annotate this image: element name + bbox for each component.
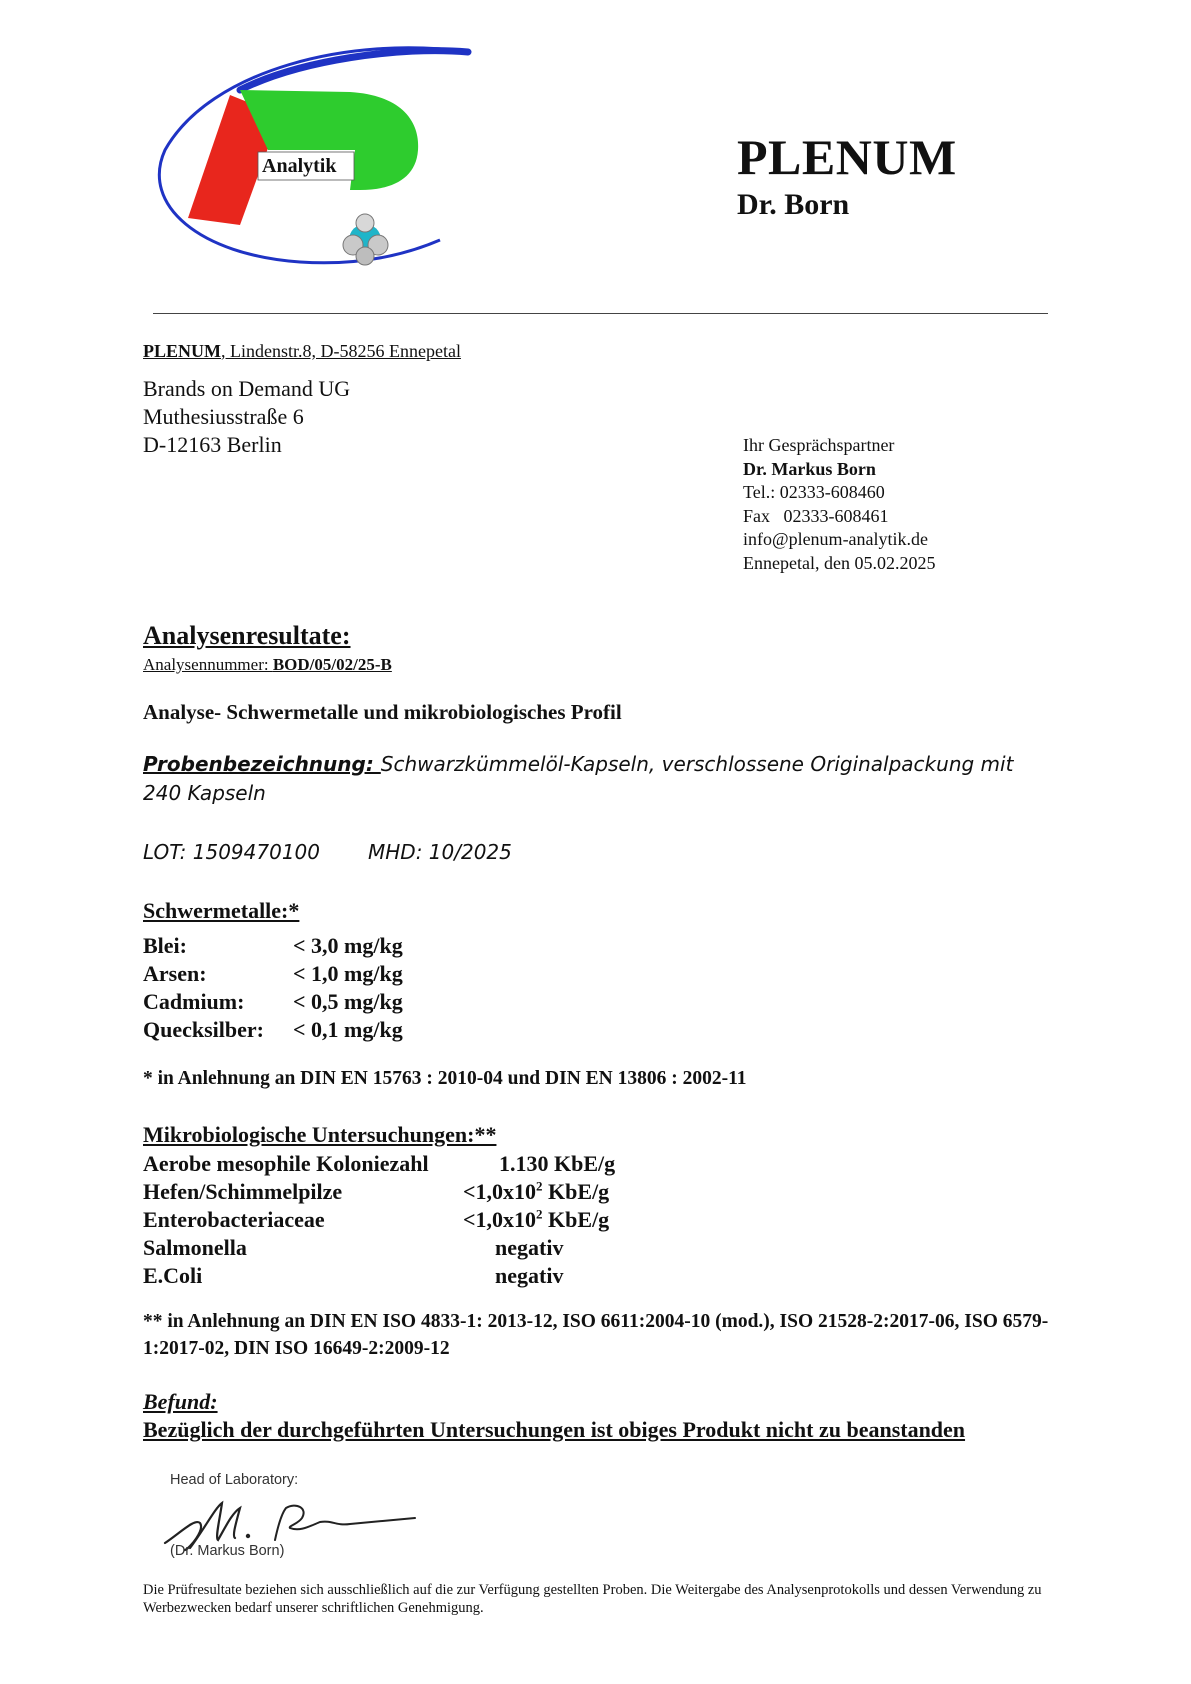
- metal-value: < 0,5 mg/kg: [293, 989, 403, 1014]
- plenum-logo: [150, 40, 480, 300]
- micro-heading: Mikrobiologische Untersuchungen:**: [143, 1122, 497, 1147]
- recipient-address: [143, 375, 350, 459]
- table-row: [143, 1206, 610, 1234]
- best-before: MHD: 10/2025: [368, 840, 512, 864]
- sample-description: [143, 750, 1053, 808]
- company-name: PLENUM: [737, 129, 957, 185]
- analysis-title: Analyse- Schwermetalle und mikrobiologisches Profil: [143, 700, 622, 724]
- lot-number: LOT: 1509470100: [143, 840, 320, 864]
- heavy-metals-note: * in Anlehnung an DIN EN 15763 : 2010-04 und DIN EN 13806 : 2002-11: [143, 1068, 747, 1089]
- micro-note: ** in Anlehnung an DIN EN ISO 4833-1: 2013-12, ISO 6611:2004-10 (mod.), ISO 21528-2:2017-06, ISO 6579-1:2017-02, DIN ISO 16649-2:2009-12: [143, 1311, 1049, 1359]
- metal-name: Cadmium:: [143, 989, 245, 1014]
- contact-name: Dr. Markus Born: [743, 458, 876, 479]
- recipient-line: D-12163 Berlin: [143, 432, 282, 457]
- table-row: [143, 988, 403, 1016]
- micro-name: Salmonella: [143, 1235, 247, 1260]
- metal-value: < 1,0 mg/kg: [293, 961, 403, 986]
- sample-label: Probenbezeichnung:: [143, 752, 381, 776]
- lot-line: [143, 840, 512, 864]
- logo-text: Analytik: [262, 155, 337, 177]
- befund-text: Bezüglich der durchgeführten Untersuchungen ist obiges Produkt nicht zu beanstanden: [143, 1417, 966, 1442]
- contact-block: [743, 434, 935, 575]
- metal-name: Quecksilber:: [143, 1017, 264, 1042]
- contact-label: Ihr Gesprächspartner: [743, 435, 895, 455]
- signature-name: (Dr. Markus Born): [170, 1543, 285, 1559]
- analysis-number: [143, 655, 392, 675]
- sender-address: , Lindenstr.8, D-58256 Ennepetal: [221, 341, 461, 361]
- sample-value: Schwarzkümmelöl-Kapseln, verschlossene Originalpackung mit 240 Kapseln: [143, 752, 1014, 805]
- table-row: [143, 1234, 564, 1262]
- micro-value: $<1,0x10^2$ KbE/g: [463, 1178, 610, 1204]
- micro-name: E.Coli: [143, 1263, 203, 1288]
- metal-name: Arsen:: [143, 961, 207, 986]
- company-subtitle: Dr. Born: [737, 188, 850, 221]
- table-row: [143, 960, 403, 988]
- table-row: [143, 1178, 610, 1206]
- micro-name: Hefen/Schimmelpilze: [143, 1179, 343, 1204]
- analysis-number-label: Analysennummer:: [143, 655, 273, 674]
- micro-name: Enterobacteriaceae: [143, 1207, 325, 1232]
- table-row: [143, 1262, 564, 1290]
- micro-value: $<1,0x10^2$ KbE/g: [463, 1206, 610, 1232]
- micro-value: negativ: [495, 1263, 564, 1288]
- sender-line: [143, 341, 461, 362]
- table-row: [143, 1150, 616, 1178]
- metal-value: < 3,0 mg/kg: [293, 933, 403, 958]
- heavy-metals-table: [143, 932, 403, 1044]
- micro-value: 1.130 KbE/g: [499, 1151, 616, 1176]
- contact-tel: Tel.: 02333-608460: [743, 482, 885, 502]
- sender-name: PLENUM: [143, 341, 221, 361]
- disclaimer: Die Prüfresultate beziehen sich ausschließlich auf die zur Verfügung gestellten Proben. Die Weitergabe des Analysenprotokolls und dessen Verwendung zu Werbezwecken bedarf unserer schriftlichen Genehmigung.: [143, 1582, 1042, 1616]
- table-row: [143, 932, 403, 960]
- analysis-number-value: BOD/05/02/25-B: [272, 655, 392, 674]
- signature-label: Head of Laboratory:: [170, 1472, 299, 1488]
- contact-email: info@plenum-analytik.de: [743, 529, 929, 549]
- micro-table: [143, 1150, 616, 1290]
- contact-fax: Fax 02333-608461: [743, 505, 889, 526]
- results-heading: Analysenresultate:: [143, 621, 351, 650]
- micro-value: negativ: [495, 1235, 564, 1260]
- contact-date: Ennepetal, den 05.02.2025: [743, 552, 936, 573]
- recipient-line: Muthesiusstraße 6: [143, 404, 304, 429]
- recipient-line: Brands on Demand UG: [143, 376, 351, 401]
- metal-name: Blei:: [143, 933, 187, 958]
- befund-heading: Befund:: [143, 1389, 218, 1414]
- table-row: [143, 1016, 403, 1044]
- heavy-metals-heading: Schwermetalle:*: [143, 898, 300, 923]
- micro-name: Aerobe mesophile Koloniezahl: [143, 1151, 429, 1176]
- header-divider: [153, 313, 1048, 314]
- metal-value: < 0,1 mg/kg: [293, 1017, 403, 1042]
